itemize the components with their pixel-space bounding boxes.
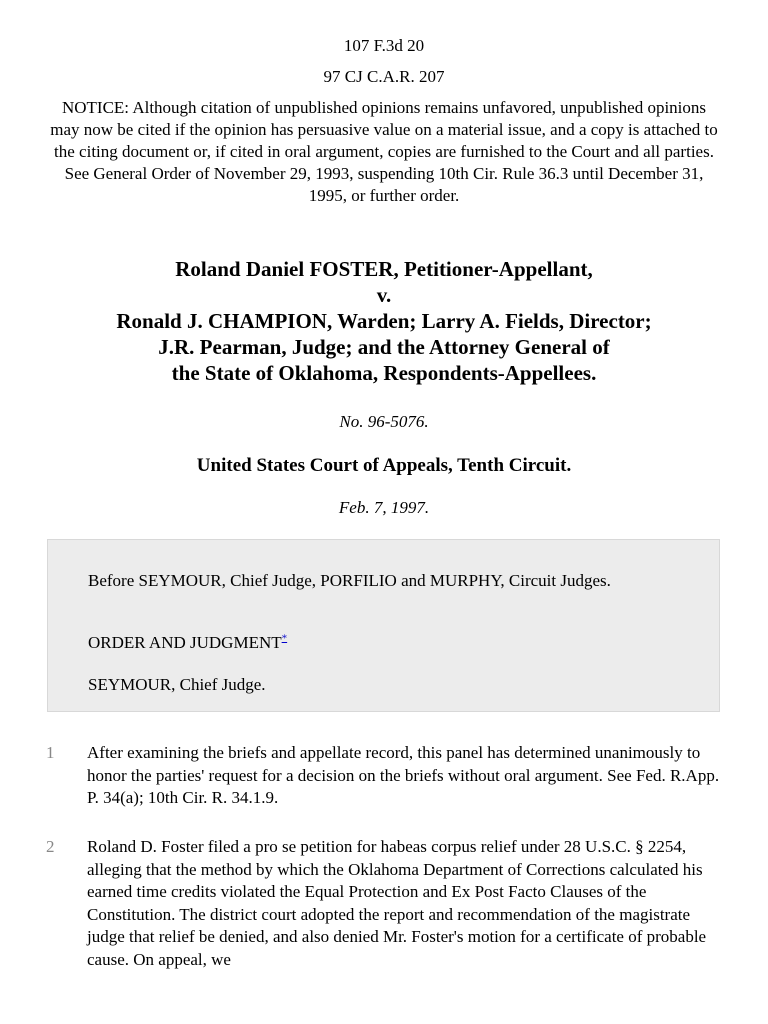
court-name: United States Court of Appeals, Tenth Circuit. <box>196 455 572 476</box>
decision-date: Feb. 7, 1997. <box>338 498 430 517</box>
reporter-citation: 107 F.3d 20 <box>343 36 425 55</box>
case-caption <box>0 256 768 386</box>
caption-appellant: Roland Daniel FOSTER, Petitioner-Appellant, <box>175 257 593 281</box>
paragraph-text: Roland D. Foster filed a pro se petition for habeas corpus relief under 28 U.S.C. § 2254, alleging that the method by which the Oklahoma Department of Corrections calculated his earned time credits violated the Equal Protection and Ex Post Facto Clauses of the Constitution. The district court adopted the report and recommendation of the magistrate judge that relief be denied, and also denied Mr. Foster's motion for a certificate of probable cause. On appeal, we <box>87 837 707 969</box>
caption-appellees-line-2: J.R. Pearman, Judge; and the Attorney General of <box>158 335 610 359</box>
order-and-judgment-heading <box>88 632 678 654</box>
opinion-author: SEYMOUR, Chief Judge. <box>88 675 266 694</box>
paragraph-number: 1 <box>46 743 55 762</box>
panel-judges: Before SEYMOUR, Chief Judge, PORFILIO and MURPHY, Circuit Judges. <box>88 571 611 590</box>
paragraph-text: After examining the briefs and appellate record, this panel has determined unanimously to honor the parties' request for a decision on the briefs without oral argument. See Fed. R.App. P. 34(a); 10th Cir. R. 34.1.9. <box>87 743 720 807</box>
caption-appellees-line-1: Ronald J. CHAMPION, Warden; Larry A. Fields, Director; <box>116 309 652 333</box>
footnote-link[interactable]: * <box>281 632 288 645</box>
unpublished-notice: NOTICE: Although citation of unpublished opinions remains unfavored, unpublished opinions may now be cited if the opinion has persuasive value on a material issue, and a copy is attached to the citing document or, if cited in oral argument, copies are furnished to the Court and all parties. See General Order of November 29, 1993, suspending 10th Cir. Rule 36.3 until December 31, 1995, or further order. <box>50 98 718 205</box>
cj-car-citation: 97 CJ C.A.R. 207 <box>323 67 445 86</box>
paragraph-number: 2 <box>46 837 55 856</box>
order-title: ORDER AND JUDGMENT <box>88 633 282 652</box>
panel-box <box>47 539 720 712</box>
caption-versus: v. <box>376 283 392 307</box>
caption-appellees-line-3: the State of Oklahoma, Respondents-Appellees. <box>171 361 597 385</box>
docket-number: No. 96-5076. <box>339 412 429 431</box>
